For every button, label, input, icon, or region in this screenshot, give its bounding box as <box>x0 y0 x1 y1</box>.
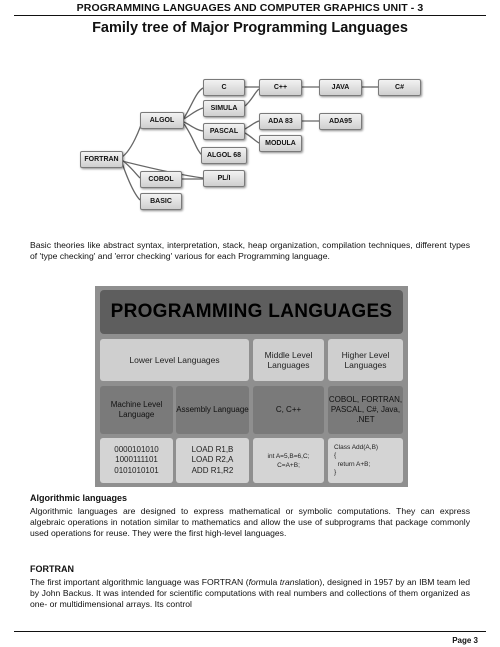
tree-node-ada83: ADA 83 <box>259 113 302 130</box>
tree-node-ada95: ADA95 <box>319 113 362 130</box>
tree-node-simula: SIMULA <box>203 100 245 117</box>
edge-algol-algol68 <box>184 124 202 155</box>
assembly-box: Assembly Language <box>176 386 249 434</box>
fortran-heading: FORTRAN <box>30 564 74 574</box>
higher-code-box: Class Add(A,B) { return A+B; } <box>328 438 403 483</box>
higher-level-box: Higher Level Languages <box>328 339 403 381</box>
family-tree-connectors <box>0 0 500 230</box>
footer-rule <box>14 631 486 632</box>
tree-node-algol68: ALGOL 68 <box>201 147 247 164</box>
algorithmic-paragraph: Algorithmic languages are designed to express mathematical or symbolic computations. They can express algebraic operations in notation similar to mathematics and allow the use of subprograms that package commonly used operations for reuse. They were the first high-level languages. <box>30 506 470 539</box>
assembly-code-box: LOAD R1,B LOAD R2,A ADD R1,R2 <box>176 438 249 483</box>
algorithmic-heading: Algorithmic languages <box>30 493 128 503</box>
edge-pascal-ada83 <box>245 121 259 129</box>
middle-level-box: Middle Level Languages <box>253 339 324 381</box>
tree-node-pascal: PASCAL <box>203 123 245 140</box>
tree-node-modula: MODULA <box>259 135 302 152</box>
edge-fortran-algol <box>122 122 142 157</box>
pl-diagram-title: PROGRAMMING LANGUAGES <box>100 290 403 334</box>
page-header: PROGRAMMING LANGUAGES AND COMPUTER GRAPHICS UNIT - 3 <box>76 2 424 14</box>
machine-level-box: Machine Level Language <box>100 386 173 434</box>
edge-pascal-modula <box>245 133 259 143</box>
middle-examples-box: C, C++ <box>253 386 324 434</box>
middle-code-box: int A=5,B=6,C; C=A+B; <box>253 438 324 483</box>
edge-simula-cpp <box>245 89 259 106</box>
tree-node-cobol: COBOL <box>140 171 182 188</box>
page-number: Page 3 <box>452 636 478 645</box>
lower-level-box: Lower Level Languages <box>100 339 249 381</box>
edge-algol-pascal <box>184 122 203 131</box>
tree-node-c: C <box>203 79 245 96</box>
page-title: Family tree of Major Programming Languages <box>92 20 408 36</box>
tree-node-fortran: FORTRAN <box>80 151 123 168</box>
fortran-paragraph: The first important algorithmic language was FORTRAN (formula translation), designed in 1957 by an IBM team led by John Backus. It was intended for scientific computations with real numbers and collections of them organized as one- or multidimensional arrays. Its control <box>30 577 470 610</box>
higher-examples-box: COBOL, FORTRAN, PASCAL, C#, Java, .NET <box>328 386 403 434</box>
machine-code-box: 0000101010 1000111101 0101010101 <box>100 438 173 483</box>
intro-paragraph: Basic theories like abstract syntax, interpretation, stack, heap organization, compilation techniques, different types of 'type checking' and 'error checking' various for each Programming language. <box>30 240 470 262</box>
edge-algol-c <box>184 88 203 118</box>
tree-node-csharp: C# <box>378 79 421 96</box>
tree-node-algol: ALGOL <box>140 112 184 129</box>
tree-node-basic: BASIC <box>140 193 182 210</box>
tree-node-cpp: C++ <box>259 79 302 96</box>
tree-node-java: JAVA <box>319 79 362 96</box>
tree-node-pli: PL/I <box>203 170 245 187</box>
